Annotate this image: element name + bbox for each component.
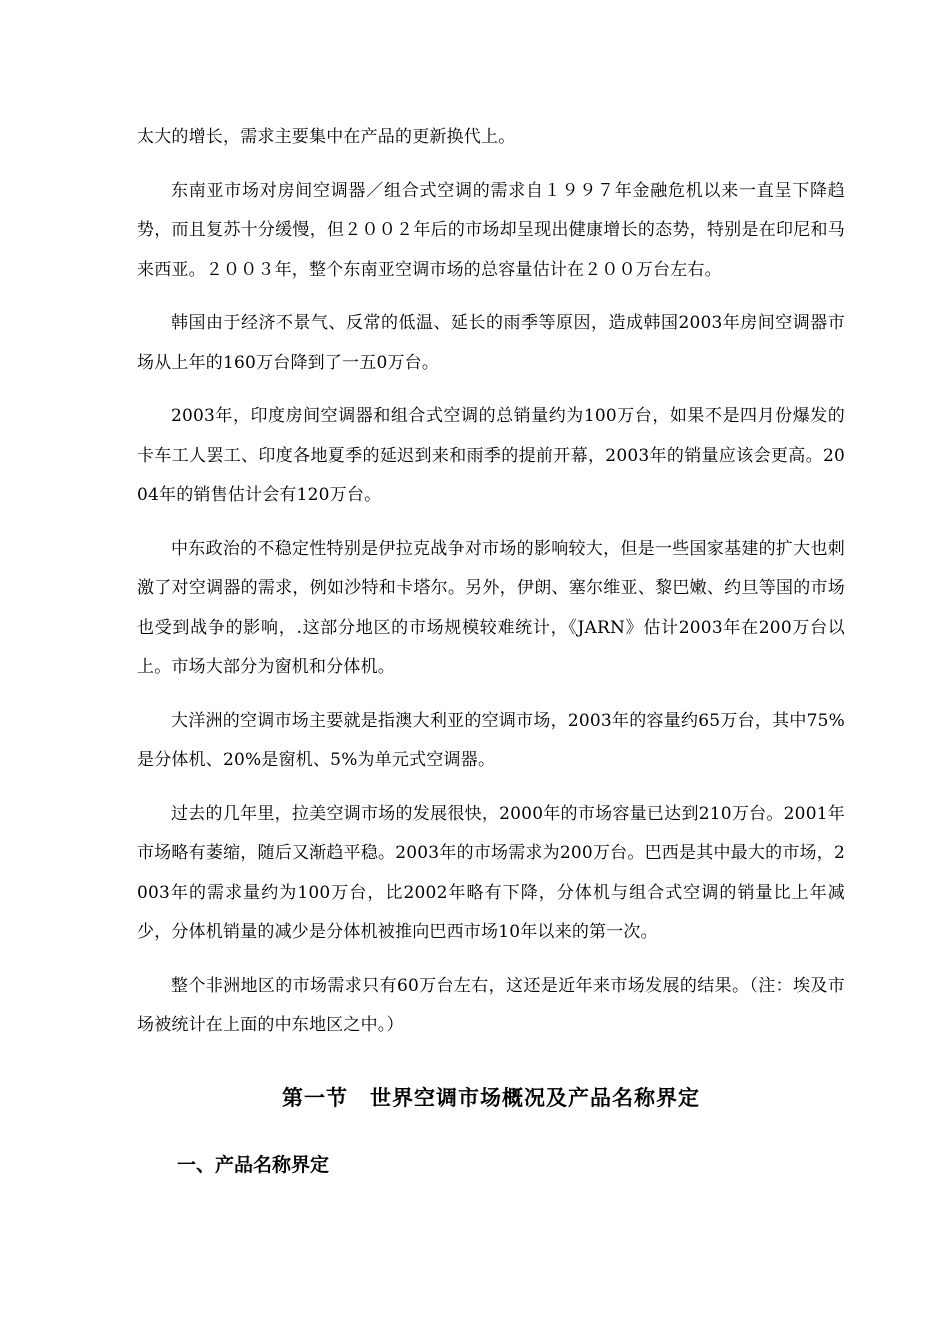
paragraph-india: 2003年，印度房间空调器和组合式空调的总销量约为100万台，如果不是四月份爆发的卡车工人罢工、印度各地夏季的延迟到来和雨季的提前开幕，2003年的销量应该会更高。2004年的销售估计会有120万台。 <box>137 406 845 505</box>
paragraph-korea: 韩国由于经济不景气、反常的低温、延长的雨季等原因，造成韩国2003年房间空调器市场从上年的160万台降到了一五0万台。 <box>137 313 845 373</box>
subsection-title: 一、产品名称界定 <box>177 1153 330 1176</box>
section-title: 第一节 世界空调市场概况及产品名称界定 <box>282 1085 700 1110</box>
paragraph-africa: 整个非洲地区的市场需求只有60万台左右，这还是近年来市场发展的结果。（注：埃及市场被统计在上面的中东地区之中。） <box>137 975 845 1035</box>
document-body <box>137 118 845 1184</box>
paragraph-oceania: 大洋洲的空调市场主要就是指澳大利亚的空调市场，2003年的容量约65万台，其中75%是分体机、20%是窗机、5%为单元式空调器。 <box>137 710 845 770</box>
paragraph-southeast-asia: 东南亚市场对房间空调器／组合式空调的需求自１９９７年金融危机以来一直呈下降趋势，而且复苏十分缓慢，但２００２年后的市场却呈现出健康增长的态势，特别是在印尼和马来西亚。２００３年，整个东南亚空调市场的总容量估计在２００万台左右。 <box>137 180 845 280</box>
paragraph-continuation: 太大的增长，需求主要集中在产品的更新换代上。 <box>137 127 516 147</box>
paragraph-latin-america: 过去的几年里，拉美空调市场的发展很快，2000年的市场容量已达到210万台。2001年市场略有萎缩，随后又渐趋平稳。2003年的市场需求为200万台。巴西是其中最大的市场，2003年的需求量约为100万台，比2002年略有下降，分体机与组合式空调的销量比上年减少，分体机销量的减少是分体机被推向巴西市场10年以来的第一次。 <box>137 803 845 942</box>
paragraph-middle-east: 中东政治的不稳定性特别是伊拉克战争对市场的影响较大，但是一些国家基建的扩大也刺激了对空调器的需求，例如沙特和卡塔尔。另外，伊朗、塞尔维亚、黎巴嫩、约旦等国的市场也受到战争的影响，.这部分地区的市场规模较难统计，《JARN》估计2003年在200万台以上。市场大部分为窗机和分体机。 <box>137 538 845 677</box>
